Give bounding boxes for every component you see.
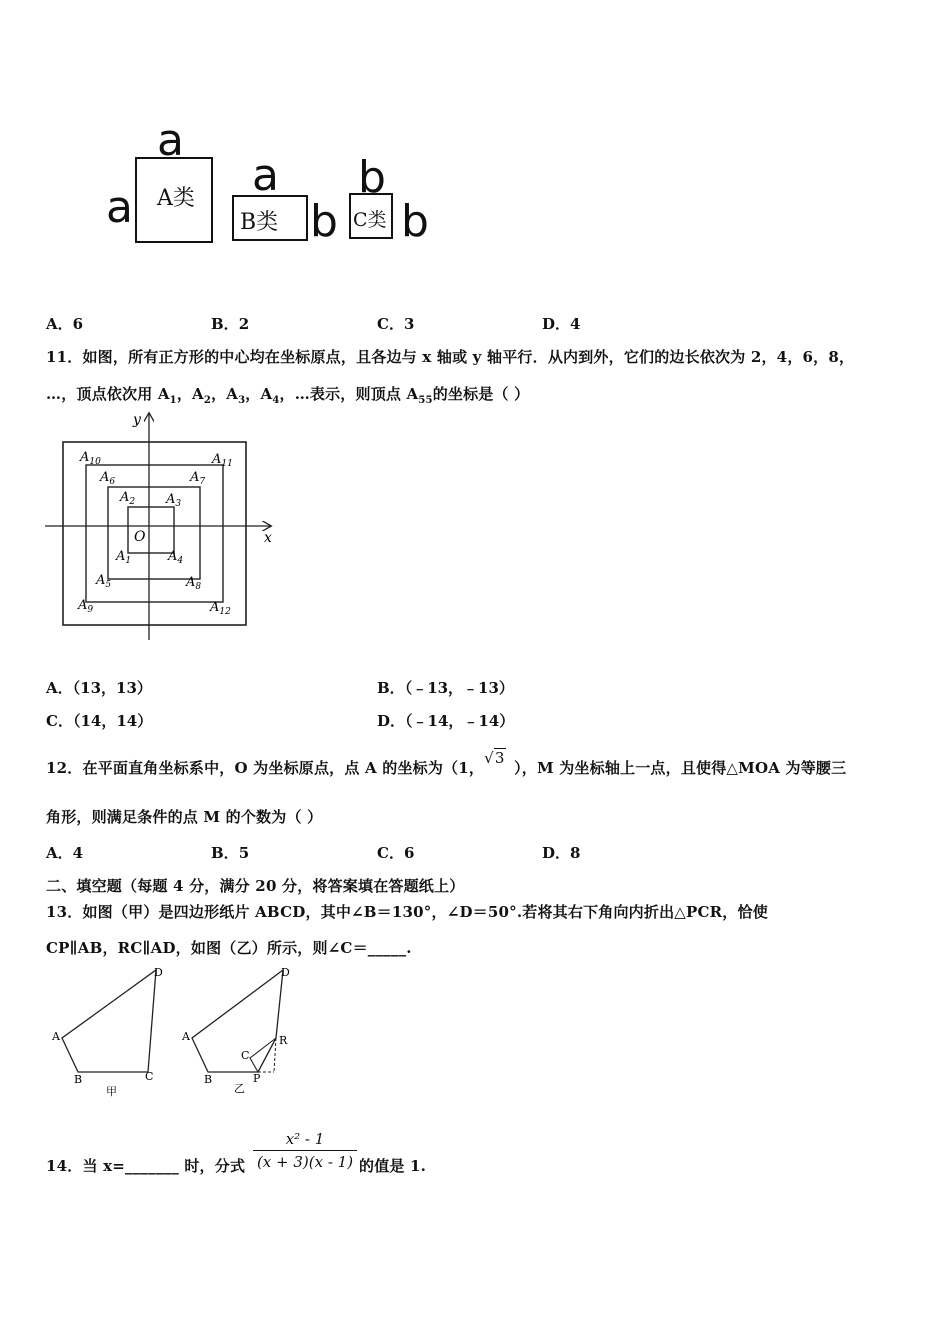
option-value: 8: [570, 844, 581, 862]
option-label: A．: [46, 679, 73, 697]
fraction-denominator: (x + 3)(x - 1): [256, 1153, 354, 1171]
q11-sub: 2: [203, 395, 212, 406]
option-value: 4: [72, 844, 84, 862]
q11-text: 的坐标是（ ）: [432, 385, 530, 403]
yi-label-a: A: [182, 1030, 190, 1043]
q11-option-b[interactable]: [377, 677, 514, 698]
option-label: B．: [377, 679, 405, 697]
q12-option-c[interactable]: [377, 842, 414, 863]
q12-text: ），M 为坐标轴上一点，且使得△MOA 为等腰三: [514, 759, 847, 777]
label-a5: $A_5$: [96, 573, 112, 590]
label-a8: $A_8$: [186, 575, 202, 592]
q11-option-c[interactable]: [46, 710, 152, 731]
q12-option-b[interactable]: [211, 842, 249, 863]
q12-line1: [46, 749, 847, 778]
label-a-top: a: [157, 115, 184, 166]
q11-option-d[interactable]: [377, 710, 514, 731]
q10-option-c[interactable]: [377, 313, 414, 334]
q11-line2: [46, 383, 529, 406]
fraction-numerator: x² - 1: [285, 1130, 325, 1148]
option-value: （13，13）: [72, 679, 152, 697]
label-a7: $A_7$: [190, 470, 206, 487]
jia-label-b: B: [74, 1073, 83, 1086]
label-a9: $A_9$: [78, 598, 94, 615]
option-label: B．: [211, 315, 239, 333]
q11-text: ，…表示，则顶点 A: [279, 385, 419, 403]
q11-text: ，A: [176, 385, 204, 403]
yi-label-p: P: [253, 1072, 261, 1085]
q14-answer-blank[interactable]: _______: [125, 1157, 179, 1175]
tile-b: [232, 195, 308, 241]
label-a4: $A_4$: [168, 549, 184, 566]
fraction-expression: [253, 1130, 357, 1171]
q11-text: …，顶点依次用 A: [46, 385, 170, 403]
label-a12: $A_{12}$: [210, 600, 231, 617]
option-label: B．: [211, 844, 239, 862]
q10-option-a[interactable]: [46, 313, 83, 334]
label-a2: $A_2$: [120, 490, 136, 507]
q10-option-b[interactable]: [211, 313, 249, 334]
tile-a: [135, 157, 213, 243]
label-a1: $A_1$: [116, 549, 132, 566]
square-4: [63, 442, 246, 625]
x-axis-label: x: [264, 530, 272, 546]
option-label: D．: [377, 712, 406, 730]
q12-option-a[interactable]: [46, 842, 83, 863]
q11-text: ，A: [245, 385, 273, 403]
q11-text: ，A: [211, 385, 239, 403]
tile-c: [349, 193, 393, 239]
option-label: A．: [46, 315, 73, 333]
q10-option-d[interactable]: [542, 313, 580, 334]
option-label: C．: [377, 844, 404, 862]
option-value: 6: [403, 844, 415, 862]
tile-b-label: B类: [240, 210, 279, 235]
label-a-left: a: [106, 182, 133, 233]
section2-heading: 二、填空题（每题 4 分，满分 20 分，将答案填在答题纸上）: [46, 877, 465, 895]
q12-option-d[interactable]: [542, 842, 580, 863]
yi-label-r: R: [279, 1034, 288, 1047]
tile-c-label: C类: [353, 209, 387, 231]
option-label: C．: [46, 712, 73, 730]
label-a3: $A_3$: [166, 492, 182, 509]
q14-tail: 的值是 1.: [359, 1157, 427, 1175]
q13-line2: CP∥AB，RC∥AD，如图（乙）所示，则∠C＝_____.: [46, 939, 412, 957]
yi-label-c: C: [241, 1049, 250, 1062]
option-label: A．: [46, 844, 73, 862]
label-a10: $A_{10}$: [80, 450, 101, 467]
option-value: 2: [238, 315, 250, 333]
option-value: （﹣14，﹣14）: [405, 712, 515, 730]
quadrilateral-figure-jia: [48, 962, 173, 1102]
y-axis-label: y: [133, 412, 141, 428]
yi-label-b: B: [204, 1073, 213, 1086]
label-a11: $A_{11}$: [212, 452, 233, 469]
yi-caption: 乙: [234, 1082, 245, 1095]
q11-sub: 4: [272, 395, 280, 406]
label-b-right2: b: [401, 196, 429, 247]
option-value: 3: [403, 315, 415, 333]
q11-sub: 55: [418, 395, 433, 406]
label-a6: $A_6$: [100, 470, 116, 487]
nested-squares-figure: [40, 408, 280, 644]
yi-label-d: D: [281, 966, 290, 979]
option-value: 4: [570, 315, 581, 333]
sqrt-expression: √3: [484, 749, 505, 767]
q11-sub: 1: [169, 395, 177, 406]
jia-label-c: C: [145, 1070, 154, 1083]
label-b-right1: b: [310, 196, 338, 247]
origin-label: O: [134, 529, 146, 545]
tile-a-label: A类: [157, 186, 195, 211]
option-value: （﹣13，﹣13）: [404, 679, 514, 697]
q11-sub: 3: [238, 395, 246, 406]
jia-label-d: D: [154, 966, 163, 979]
option-label: D．: [542, 315, 571, 333]
q13-line1: 13．如图（甲）是四边形纸片 ABCD，其中∠B＝130°，∠D＝50°.若将其右下角向内折出△PCR，恰使: [46, 903, 768, 921]
option-label: C．: [377, 315, 404, 333]
quadrilateral-figure-yi: [178, 962, 303, 1102]
q12-line2: 角形，则满足条件的点 M 的个数为（ ）: [46, 808, 323, 826]
option-value: 6: [72, 315, 84, 333]
option-label: D．: [542, 844, 571, 862]
label-b-top: b: [358, 152, 386, 203]
jia-label-a: A: [52, 1030, 60, 1043]
q14-line: [46, 1155, 245, 1176]
q11-line1: 11．如图，所有正方形的中心均在坐标原点，且各边与 x 轴或 y 轴平行．从内到外，它们的边长依次为 2，4，6，8，: [46, 348, 855, 366]
sqrt-radicand: 3: [494, 749, 505, 767]
q14-text: 14．当 x=: [46, 1157, 126, 1175]
q12-text: 12．在平面直角坐标系中，O 为坐标原点，点 A 的坐标为（1，: [46, 759, 485, 777]
option-value: （14，14）: [72, 712, 153, 730]
q11-option-a[interactable]: [46, 677, 152, 698]
option-value: 5: [238, 844, 250, 862]
jia-caption: 甲: [106, 1085, 117, 1098]
q14-text: 时，分式: [178, 1157, 246, 1175]
label-a-top2: a: [252, 150, 279, 201]
